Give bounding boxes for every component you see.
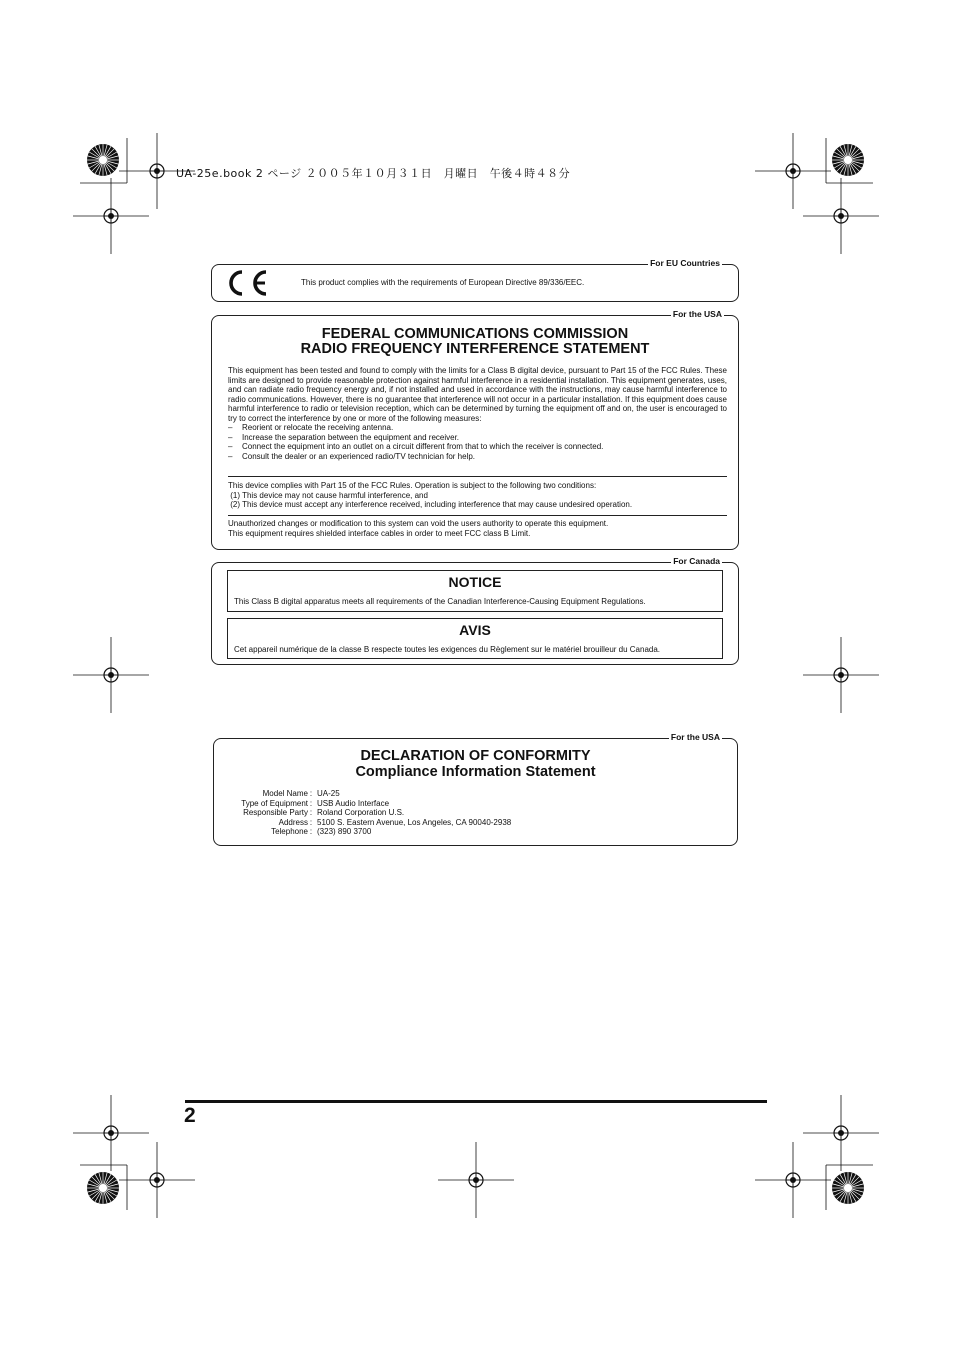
doc-label: Address (278, 817, 308, 827)
doc-label: Type of Equipment (241, 798, 308, 808)
fcc-conditions-intro: This device complies with Part 15 of the FCC Rules. Operation is subject to the following two conditions: (228, 481, 597, 490)
table-row (228, 808, 511, 818)
list-item: – Connect the equipment into an outlet on a circuit different from that to which the receiver is connected. (228, 442, 727, 452)
table-row (228, 789, 511, 799)
canada-tag: For Canada (673, 556, 720, 566)
fcc-conditions (228, 481, 727, 510)
eu-directive-text: This product complies with the requirements of European Directive 89/336/EEC. (301, 278, 585, 287)
doc-label: Model Name (262, 789, 308, 798)
divider (228, 515, 727, 516)
fcc-warnings (228, 519, 727, 538)
doc-tag: For the USA (670, 732, 720, 742)
doc-value: UA-25 (317, 789, 340, 798)
list-item: – Consult the dealer or an experienced radio/TV technician for help. (228, 452, 727, 462)
ce-mark-icon (224, 269, 270, 297)
doc-colon: : (309, 789, 313, 798)
fcc-warning-1: Unauthorized changes or modification to this system can void the users authority to operate this equipment. (228, 519, 609, 528)
eu-tag: For EU Countries (650, 258, 720, 268)
fcc-condition-1: (1) This device may not cause harmful interference, and (228, 490, 428, 500)
fcc-measures-list (228, 423, 727, 461)
fcc-body (228, 366, 727, 461)
canada-box (211, 556, 739, 665)
doc-colon: : (309, 808, 313, 818)
page-number: 2 (184, 1104, 196, 1127)
doc-colon: : (309, 827, 313, 837)
divider (228, 476, 727, 477)
doc-value: USB Audio Interface (317, 798, 390, 808)
table-row (228, 818, 511, 828)
doc-info-table (228, 789, 511, 837)
notice-text: This Class B digital apparatus meets all requirements of the Canadian Interference-Causing Equipment Regulations. (234, 597, 646, 606)
doc-colon: : (309, 798, 313, 808)
doc-label: Responsible Party (243, 808, 308, 818)
fcc-title (212, 327, 738, 357)
notice-panel (227, 570, 723, 612)
fcc-warning-2: This equipment requires shielded interface cables in order to meet FCC class B Limit. (228, 528, 531, 538)
footer-rule (185, 1100, 767, 1103)
avis-title: AVIS (459, 622, 491, 638)
list-item: – Increase the separation between the equipment and receiver. (228, 433, 727, 443)
avis-panel (227, 618, 723, 659)
doc-colon: : (309, 817, 313, 827)
fcc-title-line2: RADIO FREQUENCY INTERFERENCE STATEMENT (300, 341, 650, 357)
avis-text: Cet appareil numérique de la classe B respecte toutes les exigences du Règlement sur le matériel brouilleur du Canada. (234, 645, 661, 654)
doc-value: Roland Corporation U.S. (317, 808, 405, 818)
eu-compliance-box (211, 258, 739, 302)
doc-subtitle: Compliance Information Statement (355, 764, 596, 780)
print-header-line: UA-25e.book 2 ページ ２００５年１０月３１日 月曜日 午後４時４８分 (176, 167, 571, 180)
fcc-tag: For the USA (672, 309, 722, 319)
list-item: – Reorient or relocate the receiving antenna. (228, 423, 727, 433)
doc-title: DECLARATION OF CONFORMITY (360, 748, 591, 764)
table-row (228, 799, 511, 809)
doc-value: (323) 890 3700 (317, 827, 372, 837)
fcc-title-line1: FEDERAL COMMUNICATIONS COMMISSION (321, 326, 629, 342)
fcc-statement-box (211, 309, 739, 550)
doc-value: 5100 S. Eastern Avenue, Los Angeles, CA 90040-2938 (317, 817, 512, 827)
declaration-box (213, 732, 738, 846)
fcc-condition-2: (2) This device must accept any interference received, including interference that may cause undesired operation. (228, 500, 633, 509)
fcc-paragraph: This equipment has been tested and found to comply with the limits for a Class B digital device, pursuant to Part 15 of the FCC Rules. These limits are designed to provide reasonable protection against harmful interference in a residential installation. This equipment generates, uses, and can radiate radio frequency energy and, if not installed and used in accordance with the instructions, may cause harmful interference to radio communications. However, there is no guarantee that interference will not occur in a particular installation. If this equipment does cause harmful interference to radio or television reception, which can be determined by turning the equipment off and on, the user is encouraged to try to correct the interference by one or more of the following measures: (228, 366, 727, 423)
notice-title: NOTICE (448, 574, 502, 590)
table-row (228, 827, 511, 837)
doc-label: Telephone (271, 827, 308, 837)
